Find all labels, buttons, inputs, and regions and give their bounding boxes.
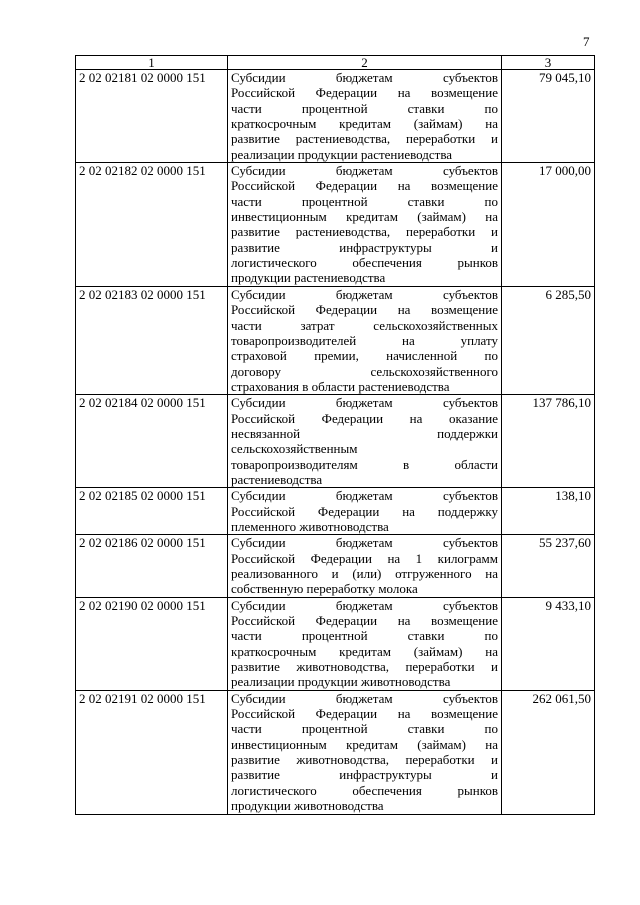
description-line: Субсидии бюджетам субъектов	[231, 488, 498, 504]
description-line: реализации продукции растениеводства	[231, 146, 453, 162]
amount-cell: 6 285,50	[502, 286, 595, 394]
table-row	[76, 597, 595, 690]
description-line: реализации продукции животноводства	[231, 674, 451, 690]
description-line: логистического обеспечения рынков	[231, 255, 498, 271]
amount-cell: 9 433,10	[502, 597, 595, 690]
header-col-2: 2	[228, 56, 502, 70]
description-line: части процентной ставки по	[231, 628, 498, 644]
description-line: Субсидии бюджетам субъектов	[231, 690, 498, 706]
description-cell	[228, 163, 502, 287]
amount-cell: 138,10	[502, 488, 595, 535]
description-line: племенного животноводства	[231, 518, 389, 534]
description-line: Российской Федерации на поддержку	[231, 503, 498, 519]
description-line: реализованного и (или) отгруженного на	[231, 566, 498, 581]
description-line: части процентной ставки по	[231, 193, 498, 209]
description-line: Субсидии бюджетам субъектов	[231, 535, 498, 551]
table-body	[76, 70, 595, 815]
description-cell	[228, 690, 502, 814]
description-line: развитие животноводства, переработки и	[231, 752, 498, 768]
description-line: развитие инфраструктуры и	[231, 767, 498, 783]
description-line: собственную переработку молока	[231, 581, 418, 597]
description-cell	[228, 70, 502, 163]
table-header	[76, 56, 595, 70]
description-cell	[228, 597, 502, 690]
header-row	[76, 56, 595, 70]
description-line: Российской Федерации на возмещение	[231, 613, 498, 629]
description-cell	[228, 488, 502, 535]
description-line: развитие растениеводства, переработки и	[231, 131, 498, 147]
description-line: Российской Федерации на 1 килограмм	[231, 550, 498, 566]
description-line: Субсидии бюджетам субъектов	[231, 163, 498, 179]
description-line: части процентной ставки по	[231, 100, 498, 116]
description-line: страховой премии, начисленной по	[231, 348, 498, 364]
description-cell	[228, 395, 502, 488]
description-line: Субсидии бюджетам субъектов	[231, 597, 498, 613]
budget-code-cell: 2 02 02191 02 0000 151	[76, 690, 228, 814]
description-cell	[228, 535, 502, 597]
table-row	[76, 690, 595, 814]
description-line: несвязанной поддержки	[231, 425, 498, 441]
description-cell	[228, 286, 502, 394]
description-line: инвестиционным кредитам (займам) на	[231, 209, 498, 225]
amount-cell: 137 786,10	[502, 395, 595, 488]
description-line: части затрат сельскохозяйственных	[231, 317, 498, 333]
description-line: Субсидии бюджетам субъектов	[231, 286, 498, 302]
budget-code-cell: 2 02 02190 02 0000 151	[76, 597, 228, 690]
description-line: Российской Федерации на возмещение	[231, 85, 498, 101]
amount-cell: 17 000,00	[502, 163, 595, 287]
table-row	[76, 286, 595, 394]
description-line: Субсидии бюджетам субъектов	[231, 395, 498, 411]
table-row	[76, 395, 595, 488]
table-row	[76, 488, 595, 535]
description-line: части процентной ставки по	[231, 721, 498, 737]
amount-cell: 262 061,50	[502, 690, 595, 814]
description-line: Российской Федерации на оказание	[231, 410, 498, 426]
description-line: краткосрочным кредитам (займам) на	[231, 116, 498, 132]
description-line: товаропроизводителям в области	[231, 456, 498, 472]
description-line: товаропроизводителей на уплату	[231, 332, 498, 348]
description-line: логистического обеспечения рынков	[231, 782, 498, 798]
budget-code-cell: 2 02 02182 02 0000 151	[76, 163, 228, 287]
budget-code-cell: 2 02 02185 02 0000 151	[76, 488, 228, 535]
description-line: продукции растениеводства	[231, 270, 386, 286]
budget-code-cell: 2 02 02186 02 0000 151	[76, 535, 228, 597]
description-line: Российской Федерации на возмещение	[231, 706, 498, 722]
budget-code-cell: 2 02 02183 02 0000 151	[76, 286, 228, 394]
header-col-1: 1	[76, 56, 228, 70]
table-row	[76, 163, 595, 287]
description-line: растениеводства	[231, 471, 323, 487]
page-number: 7	[583, 34, 590, 49]
description-line: сельскохозяйственным	[231, 441, 358, 457]
description-line: развитие инфраструктуры и	[231, 239, 498, 255]
header-col-3: 3	[502, 56, 595, 70]
budget-code-cell: 2 02 02184 02 0000 151	[76, 395, 228, 488]
amount-cell: 79 045,10	[502, 70, 595, 163]
description-line: Субсидии бюджетам субъектов	[231, 70, 498, 85]
description-line: страхования в области растениеводства	[231, 378, 450, 394]
description-line: развитие животноводства, переработки и	[231, 659, 498, 675]
table-row	[76, 535, 595, 597]
description-line: продукции животноводства	[231, 798, 384, 814]
table-row	[76, 70, 595, 163]
description-line: краткосрочным кредитам (займам) на	[231, 643, 498, 659]
description-line: развитие растениеводства, переработки и	[231, 224, 498, 240]
description-line: инвестиционным кредитам (займам) на	[231, 736, 498, 752]
amount-cell: 55 237,60	[502, 535, 595, 597]
description-line: Российской Федерации на возмещение	[231, 302, 498, 318]
description-line: договору сельскохозяйственного	[231, 363, 498, 379]
budget-code-cell: 2 02 02181 02 0000 151	[76, 70, 228, 163]
description-line: Российской Федерации на возмещение	[231, 178, 498, 194]
budget-table	[75, 55, 595, 815]
